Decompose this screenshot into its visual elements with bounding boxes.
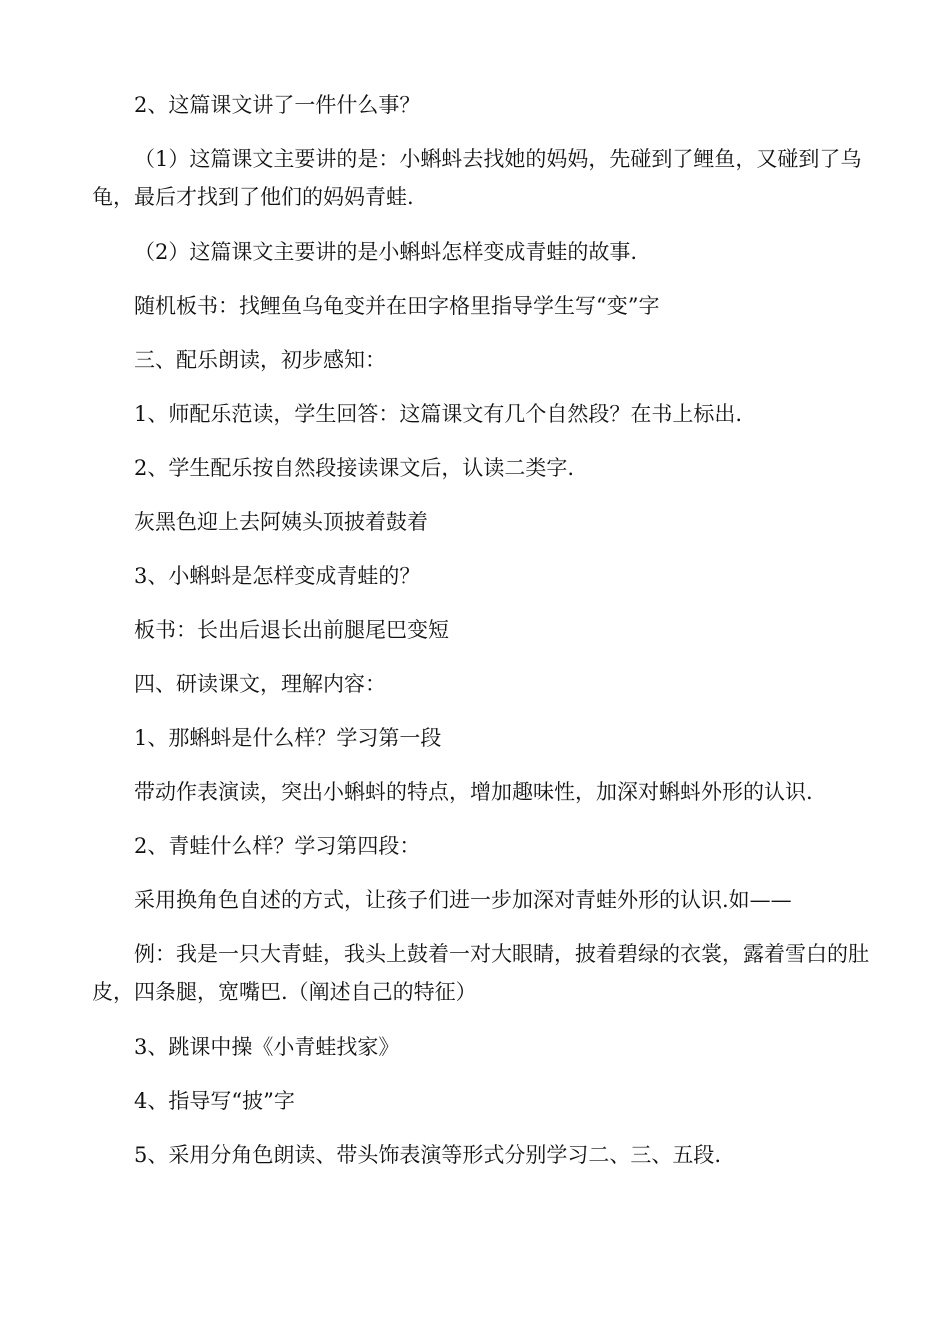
paragraph-step-2: 2、学生配乐按自然段接读课文后，认读二类字.: [134, 456, 575, 480]
paragraph-role-method: 采用换角色自述的方式，让孩子们进一步加深对青蛙外形的认识.如——: [134, 888, 792, 912]
paragraph-exercise: 3、跳课中操《小青蛙找家》: [134, 1035, 400, 1059]
paragraph-step-3: 3、小蝌蚪是怎样变成青蛙的？: [134, 564, 421, 588]
paragraph-performance: 带动作表演读，突出小蝌蚪的特点，增加趣味性，加深对蝌蚪外形的认识.: [134, 780, 813, 804]
paragraph-step-1: 1、师配乐范读，学生回答：这篇课文有几个自然段？在书上标出.: [134, 402, 743, 426]
paragraph-question-2: 2、这篇课文讲了一件什么事？: [134, 93, 421, 117]
paragraph-writing: 4、指导写“披”字: [134, 1089, 295, 1113]
paragraph-board-note: 随机板书：找鲤鱼乌龟变并在田字格里指导学生写“变”字: [134, 294, 660, 318]
section-heading-3: 三、配乐朗读，初步感知：: [134, 348, 386, 372]
paragraph-answer-2: （2）这篇课文主要讲的是小蝌蚪怎样变成青蛙的故事.: [134, 240, 638, 264]
section-heading-4: 四、研读课文，理解内容：: [134, 672, 386, 696]
paragraph-example: 例：我是一只大青蛙，我头上鼓着一对大眼睛，披着碧绿的衣裳，露着雪白的肚皮，四条腿，宽嘴巴.（阐述自己的特征）: [92, 942, 869, 1004]
paragraph-study-2: 2、青蛙什么样？学习第四段：: [134, 834, 421, 858]
paragraph-board-note-2: 板书：长出后退长出前腿尾巴变短: [134, 618, 449, 642]
paragraph-vocabulary: 灰黑色迎上去阿姨头顶披着鼓着: [134, 510, 428, 534]
paragraph-roleplay: 5、采用分角色朗读、带头饰表演等形式分别学习二、三、五段.: [134, 1143, 722, 1167]
paragraph-study-1: 1、那蝌蚪是什么样？学习第一段: [134, 726, 442, 750]
paragraph-answer-1: （1）这篇课文主要讲的是：小蝌蚪去找她的妈妈，先碰到了鲤鱼，又碰到了乌龟，最后才找到了他们的妈妈青蛙.: [92, 147, 862, 209]
